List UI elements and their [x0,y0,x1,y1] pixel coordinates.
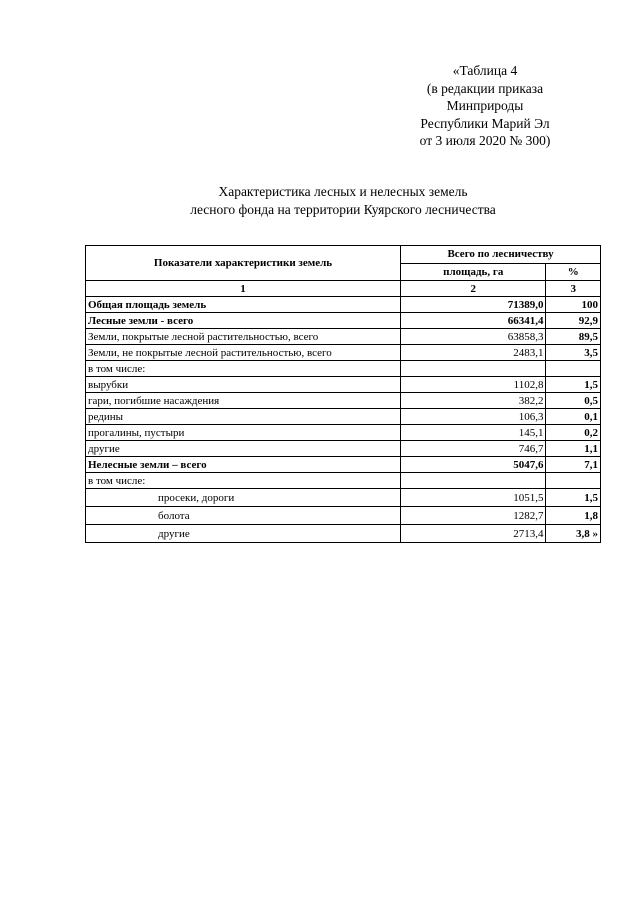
table-row [86,297,601,313]
row-area-ha: 746,7 [401,441,546,457]
row-percent: 89,5 [546,329,601,345]
row-percent [546,473,601,489]
row-percent [546,361,601,377]
row-area-ha: 106,3 [401,409,546,425]
row-label: редины [86,409,401,425]
table-row [86,361,601,377]
column-number-row [86,281,601,297]
row-percent: 3,5 [546,345,601,361]
row-area-ha: 145,1 [401,425,546,441]
table-row [86,377,601,393]
row-percent: 0,5 [546,393,601,409]
row-percent: 7,1 [546,457,601,473]
row-area-ha: 2713,4 [401,525,546,543]
table-row [86,313,601,329]
document-title [0,183,640,219]
table-row [86,507,601,525]
land-characteristics-table [85,245,601,543]
row-label: другие [86,441,401,457]
row-label: в том числе: [86,361,401,377]
header-percent: % [546,263,601,281]
row-percent: 1,5 [546,489,601,507]
header-area: площадь, га [401,263,546,281]
row-label: Нелесные земли – всего [86,457,401,473]
row-area-ha: 71389,0 [401,297,546,313]
table-row [86,441,601,457]
row-percent: 100 [546,297,601,313]
row-percent: 3,8 » [546,525,601,543]
row-label: Общая площадь земель [86,297,401,313]
row-label: просеки, дороги [86,489,401,507]
column-number: 3 [546,281,601,297]
row-label: Лесные земли - всего [86,313,401,329]
row-area-ha [401,473,546,489]
header-indicator: Показатели характеристики земель [86,246,401,281]
table-row [86,489,601,507]
row-percent: 0,2 [546,425,601,441]
row-label: болота [86,507,401,525]
table-row [86,393,601,409]
title-line-1: Характеристика лесных и нелесных земель [218,184,468,199]
caption-line: (в редакции приказа [426,80,544,96]
caption-line: Минприроды [446,98,524,113]
row-area-ha: 66341,4 [401,313,546,329]
table-row [86,457,601,473]
row-area-ha: 1282,7 [401,507,546,525]
table-row [86,409,601,425]
header-group: Всего по лесничеству [401,246,601,264]
table-caption-header [400,62,570,150]
row-label: гари, погибшие насаждения [86,393,401,409]
caption-line: от 3 июля 2020 № 300) [419,133,551,148]
row-area-ha: 1051,5 [401,489,546,507]
caption-line: «Таблица 4 [452,63,518,78]
table-row [86,425,601,441]
table-header-row [86,246,601,264]
row-area-ha [401,361,546,377]
row-area-ha: 1102,8 [401,377,546,393]
table-body [86,246,601,543]
row-area-ha: 382,2 [401,393,546,409]
table-row [86,473,601,489]
row-area-ha: 5047,6 [401,457,546,473]
row-percent: 1,1 [546,441,601,457]
title-line-2: лесного фонда на территории Куярского лесничества [190,202,496,217]
table-row [86,329,601,345]
row-percent: 0,1 [546,409,601,425]
caption-line: Республики Марий Эл [420,115,550,131]
column-number: 2 [401,281,546,297]
row-area-ha: 63858,3 [401,329,546,345]
row-percent: 92,9 [546,313,601,329]
table-row [86,345,601,361]
row-percent: 1,8 [546,507,601,525]
row-percent: 1,5 [546,377,601,393]
row-label: другие [86,525,401,543]
row-area-ha: 2483,1 [401,345,546,361]
column-number: 1 [86,281,401,297]
row-label: Земли, покрытые лесной растительностью, всего [86,329,401,345]
row-label: прогалины, пустыри [86,425,401,441]
table-row [86,525,601,543]
row-label: вырубки [86,377,401,393]
row-label: Земли, не покрытые лесной растительностью, всего [86,345,401,361]
row-label: в том числе: [86,473,401,489]
